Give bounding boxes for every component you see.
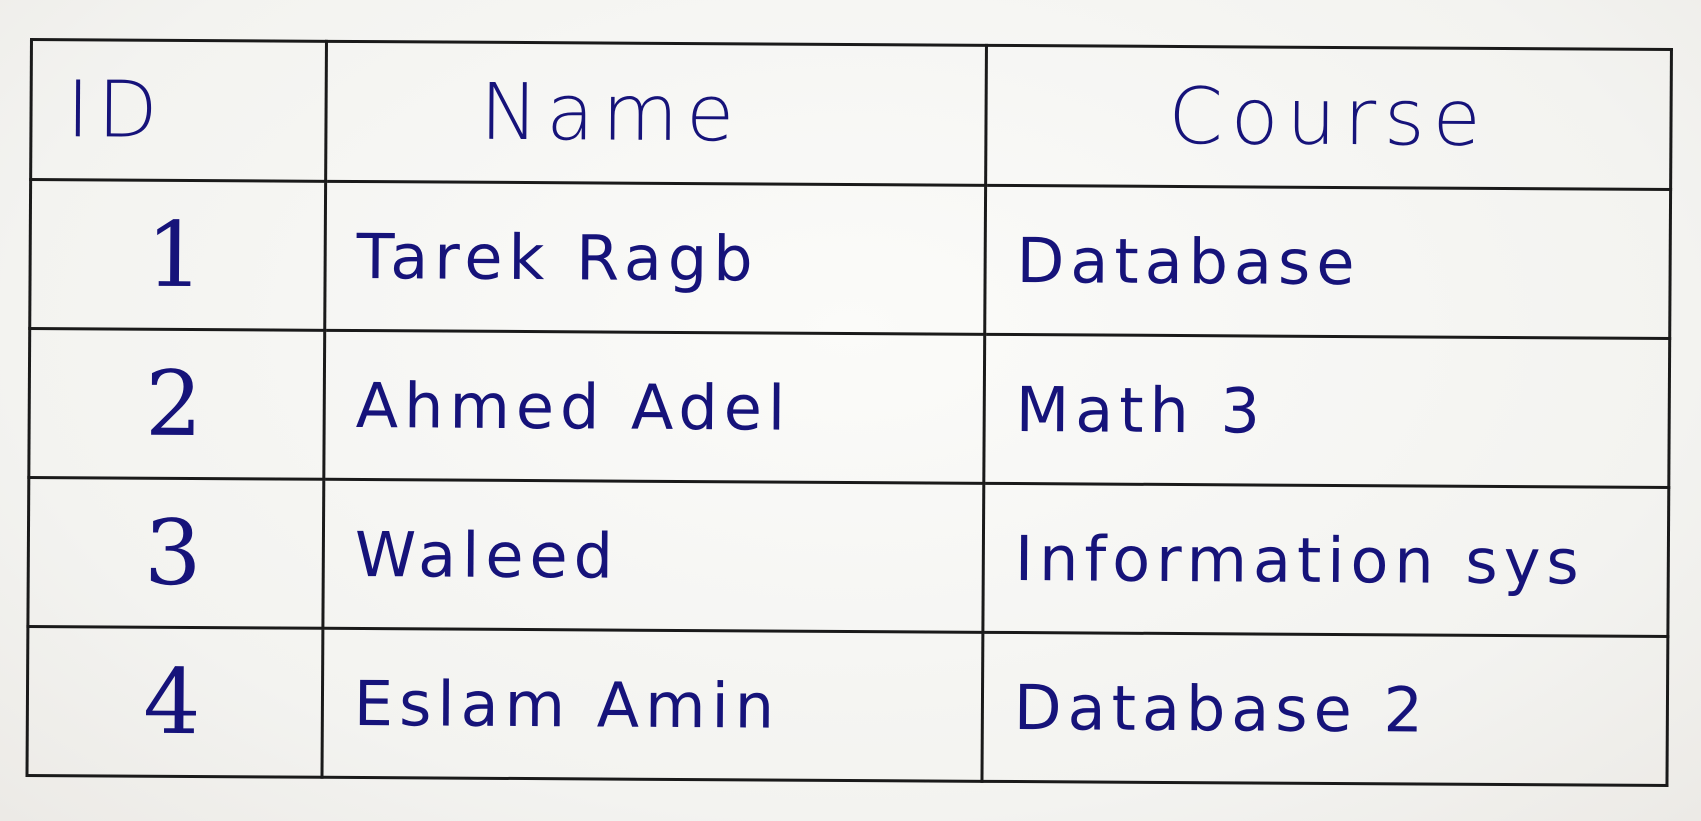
- table-row: [29, 329, 1670, 488]
- cell-course: Database: [985, 185, 1671, 338]
- table-row: [30, 180, 1671, 339]
- students-table: [25, 38, 1672, 787]
- header-name: Name: [326, 41, 987, 185]
- handwritten-table: [26, 38, 1670, 783]
- header-row: [31, 40, 1672, 190]
- table-row: [27, 626, 1668, 785]
- cell-id: 1: [30, 180, 326, 331]
- table-row: [28, 478, 1669, 637]
- cell-course: Information sys: [983, 483, 1669, 636]
- cell-name: Tarek Ragb: [325, 181, 986, 334]
- cell-name: Waleed: [323, 479, 984, 632]
- header-id: ID: [31, 40, 327, 182]
- cell-id: 2: [29, 329, 325, 480]
- cell-name: Eslam Amin: [322, 628, 983, 781]
- cell-course: Database 2: [982, 632, 1668, 785]
- cell-name: Ahmed Adel: [324, 330, 985, 483]
- cell-id: 3: [28, 478, 324, 629]
- cell-course: Math 3: [984, 334, 1670, 487]
- header-course: Course: [986, 45, 1672, 189]
- cell-id: 4: [27, 626, 323, 777]
